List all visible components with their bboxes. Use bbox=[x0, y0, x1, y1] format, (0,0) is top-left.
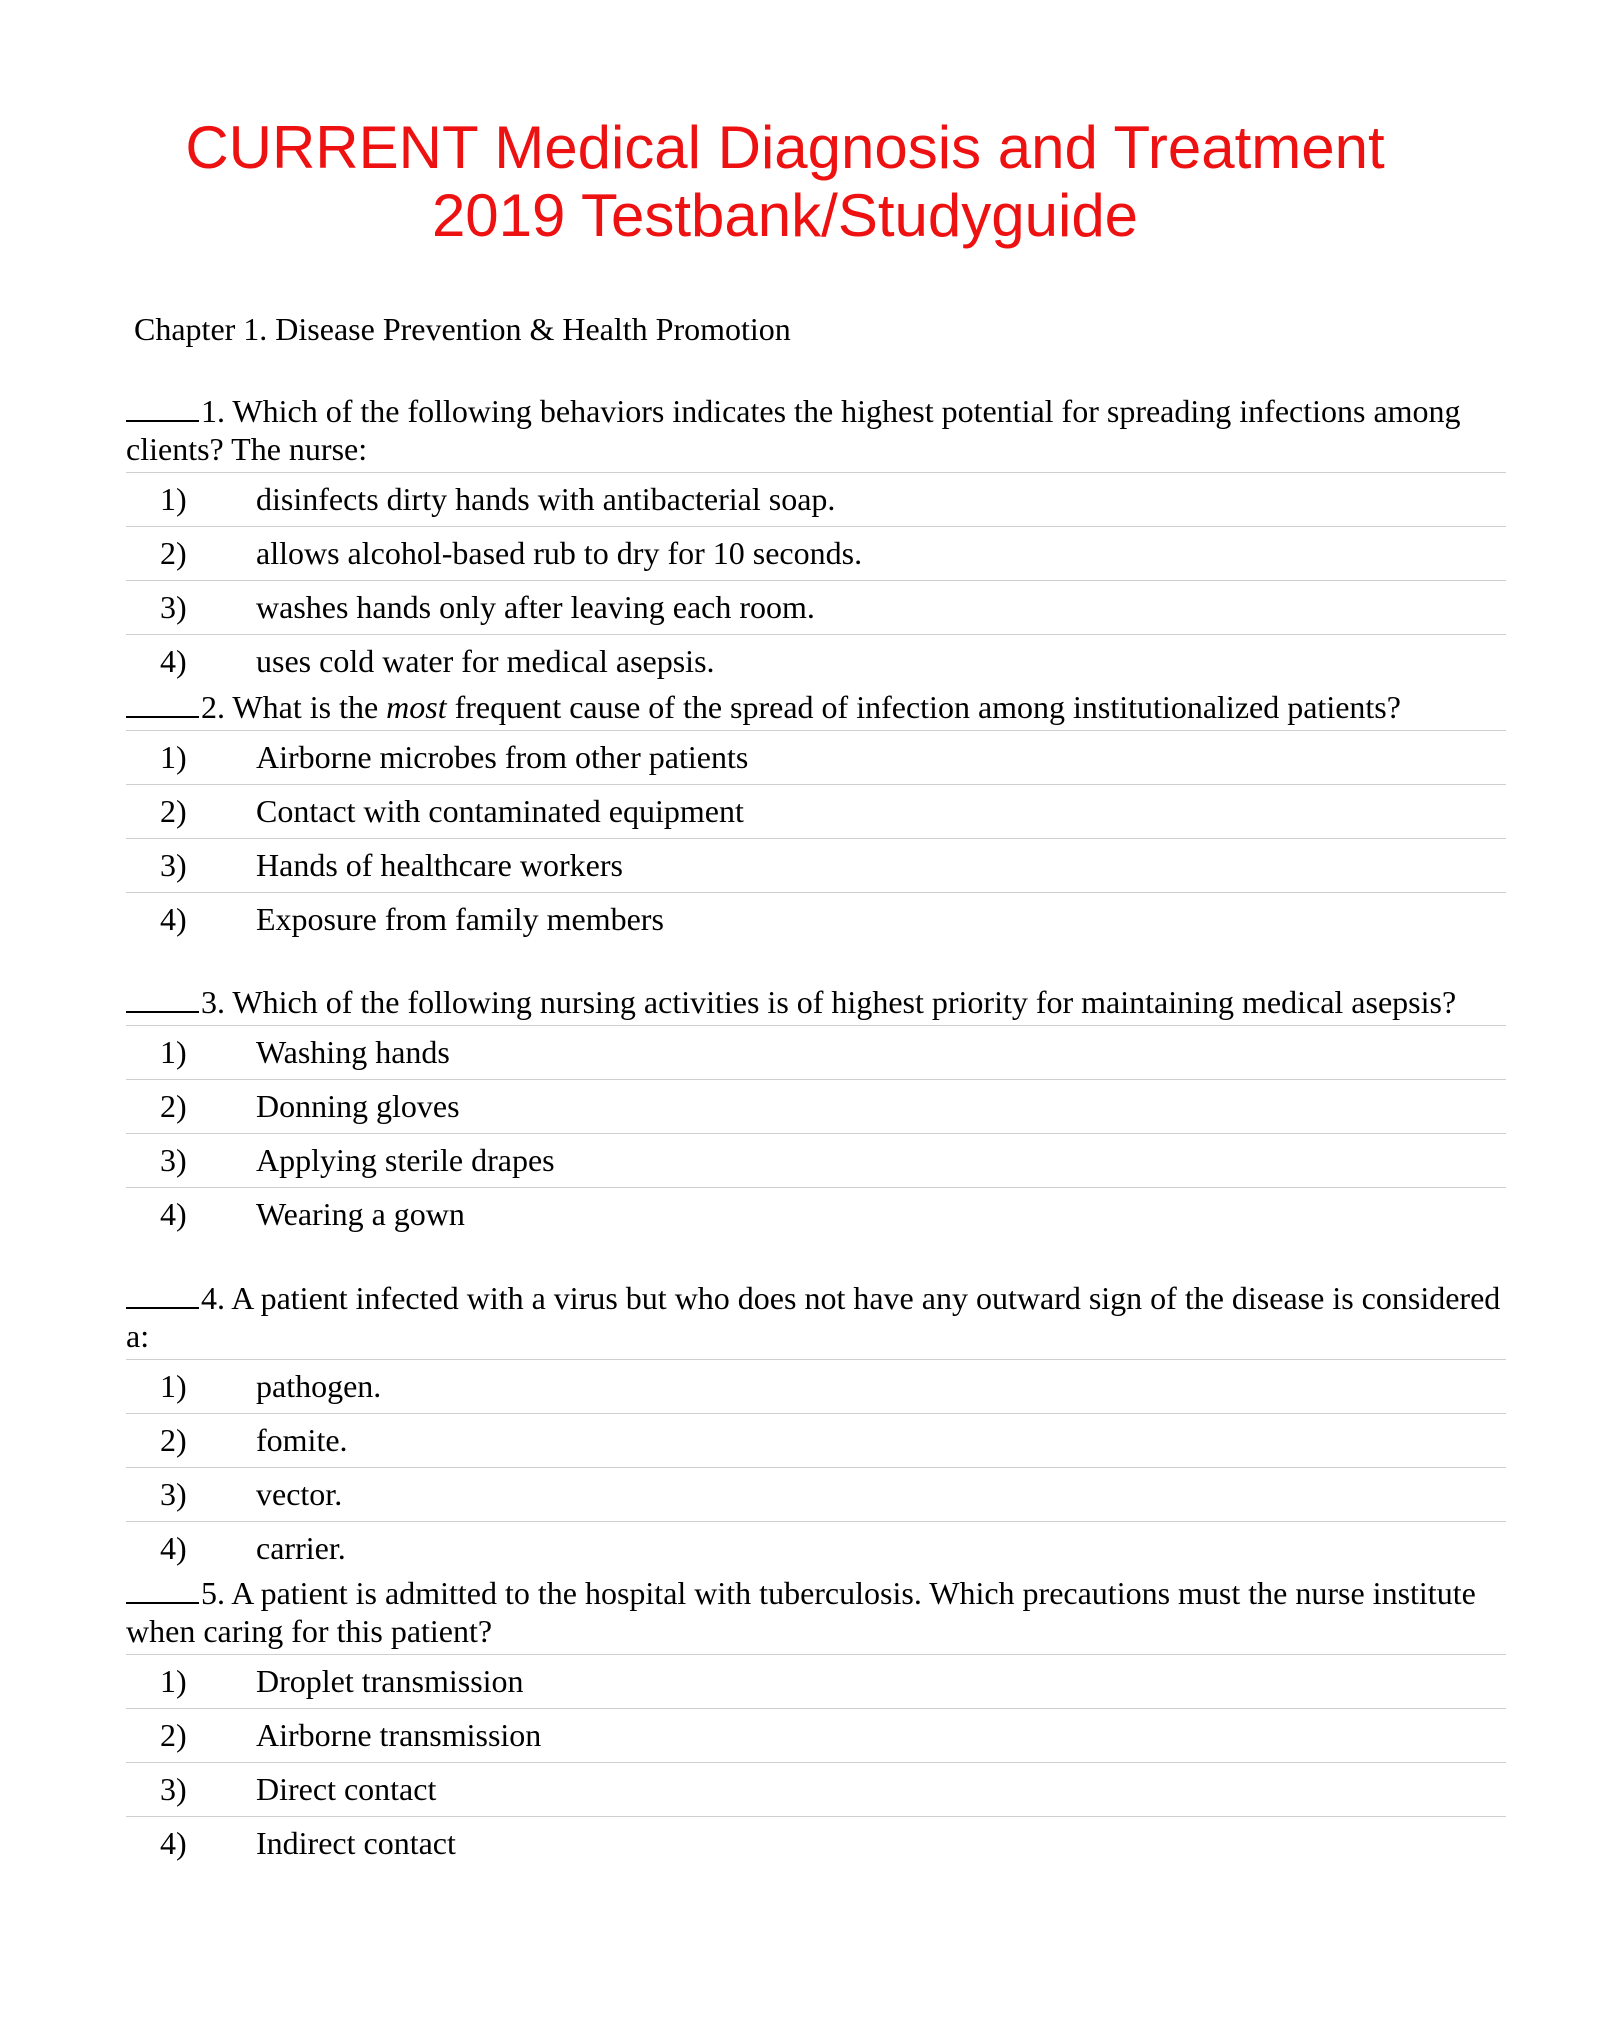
option-text: Washing hands bbox=[256, 1034, 450, 1070]
question-1 bbox=[126, 392, 1506, 688]
option-text: Contact with contaminated equipment bbox=[256, 793, 744, 829]
option-number: 3) bbox=[160, 1771, 187, 1807]
option-text: Hands of healthcare workers bbox=[256, 847, 623, 883]
option-row bbox=[126, 785, 1506, 839]
title-line-2: 2019 Testbank/Studyguide bbox=[431, 182, 1139, 249]
option-row bbox=[126, 1360, 1506, 1414]
option-number: 3) bbox=[160, 1142, 187, 1178]
question-text bbox=[126, 392, 1506, 468]
option-row bbox=[126, 1763, 1506, 1817]
question-number: 3. bbox=[201, 984, 225, 1020]
question-text bbox=[126, 1574, 1506, 1650]
answer-options bbox=[126, 1025, 1506, 1241]
option-row bbox=[126, 839, 1506, 893]
option-number: 4) bbox=[160, 901, 187, 937]
option-row bbox=[126, 731, 1506, 785]
option-row bbox=[126, 635, 1506, 688]
question-text bbox=[126, 1279, 1506, 1355]
option-row bbox=[126, 1522, 1506, 1575]
option-text: pathogen. bbox=[256, 1368, 382, 1404]
option-row bbox=[126, 473, 1506, 527]
option-text: vector. bbox=[256, 1476, 343, 1512]
question-text bbox=[126, 983, 1506, 1021]
question-text-before: Which of the following nursing activities is of highest priority for maintaining medical asepsis? bbox=[232, 984, 1457, 1020]
answer-options bbox=[126, 1359, 1506, 1575]
option-row bbox=[126, 1655, 1506, 1709]
question-number: 2. bbox=[201, 689, 225, 725]
answer-blank bbox=[126, 690, 199, 718]
option-number: 2) bbox=[160, 1422, 187, 1458]
option-number: 2) bbox=[160, 1717, 187, 1753]
answer-blank bbox=[126, 394, 199, 422]
option-text: Direct contact bbox=[256, 1771, 437, 1807]
option-row bbox=[126, 1134, 1506, 1188]
option-text: disinfects dirty hands with antibacterial soap. bbox=[256, 481, 836, 517]
option-text: Airborne microbes from other patients bbox=[256, 739, 749, 775]
option-number: 2) bbox=[160, 535, 187, 571]
option-row bbox=[126, 893, 1506, 946]
question-text-after: frequent cause of the spread of infection among institutionalized patients? bbox=[446, 689, 1401, 725]
answer-options bbox=[126, 730, 1506, 946]
question-text-before: A patient infected with a virus but who does not have any outward sign of the disease is considered a: bbox=[126, 1280, 1501, 1354]
option-text: Donning gloves bbox=[256, 1088, 460, 1124]
option-number: 1) bbox=[160, 1034, 187, 1070]
option-text: Indirect contact bbox=[256, 1825, 456, 1861]
question-text-before: A patient is admitted to the hospital with tuberculosis. Which precautions must the nurse institute when caring for this patient? bbox=[126, 1575, 1476, 1649]
option-row bbox=[126, 581, 1506, 635]
question-2 bbox=[126, 688, 1506, 946]
option-number: 1) bbox=[160, 1663, 187, 1699]
question-text-before: Which of the following behaviors indicates the highest potential for spreading infections among clients? The nurse: bbox=[126, 393, 1461, 467]
answer-blank bbox=[126, 985, 199, 1013]
option-row bbox=[126, 1468, 1506, 1522]
option-text: Wearing a gown bbox=[256, 1196, 465, 1232]
question-emphasis: most bbox=[386, 689, 447, 725]
option-text: carrier. bbox=[256, 1530, 346, 1566]
option-number: 4) bbox=[160, 1825, 187, 1861]
option-row bbox=[126, 1414, 1506, 1468]
option-row bbox=[126, 1080, 1506, 1134]
question-3 bbox=[126, 983, 1506, 1241]
document-title bbox=[0, 114, 1570, 250]
option-row bbox=[126, 1026, 1506, 1080]
option-number: 4) bbox=[160, 1530, 187, 1566]
question-number: 4. bbox=[201, 1280, 225, 1316]
option-number: 4) bbox=[160, 1196, 187, 1232]
option-text: Droplet transmission bbox=[256, 1663, 524, 1699]
option-number: 1) bbox=[160, 739, 187, 775]
option-text: Applying sterile drapes bbox=[256, 1142, 555, 1178]
option-text: Airborne transmission bbox=[256, 1717, 542, 1753]
answer-options bbox=[126, 472, 1506, 688]
option-text: allows alcohol-based rub to dry for 10 seconds. bbox=[256, 535, 863, 571]
option-row bbox=[126, 1817, 1506, 1870]
option-number: 1) bbox=[160, 1368, 187, 1404]
title-line-1: CURRENT Medical Diagnosis and Treatment bbox=[185, 114, 1385, 181]
question-text-before: What is the bbox=[232, 689, 387, 725]
option-text: Exposure from family members bbox=[256, 901, 664, 937]
option-number: 4) bbox=[160, 643, 187, 679]
option-row bbox=[126, 1188, 1506, 1241]
answer-options bbox=[126, 1654, 1506, 1870]
question-5 bbox=[126, 1574, 1506, 1870]
question-number: 5. bbox=[201, 1575, 225, 1611]
question-4 bbox=[126, 1279, 1506, 1575]
answer-blank bbox=[126, 1576, 199, 1604]
option-number: 3) bbox=[160, 847, 187, 883]
option-number: 2) bbox=[160, 1088, 187, 1124]
option-number: 2) bbox=[160, 793, 187, 829]
option-number: 3) bbox=[160, 1476, 187, 1512]
option-text: washes hands only after leaving each room. bbox=[256, 589, 815, 625]
question-text bbox=[126, 688, 1506, 726]
question-number: 1. bbox=[201, 393, 225, 429]
option-text: uses cold water for medical asepsis. bbox=[256, 643, 715, 679]
option-number: 1) bbox=[160, 481, 187, 517]
option-row bbox=[126, 1709, 1506, 1763]
chapter-heading: Chapter 1. Disease Prevention & Health Promotion bbox=[134, 311, 791, 347]
option-text: fomite. bbox=[256, 1422, 348, 1458]
option-row bbox=[126, 527, 1506, 581]
option-number: 3) bbox=[160, 589, 187, 625]
answer-blank bbox=[126, 1281, 199, 1309]
